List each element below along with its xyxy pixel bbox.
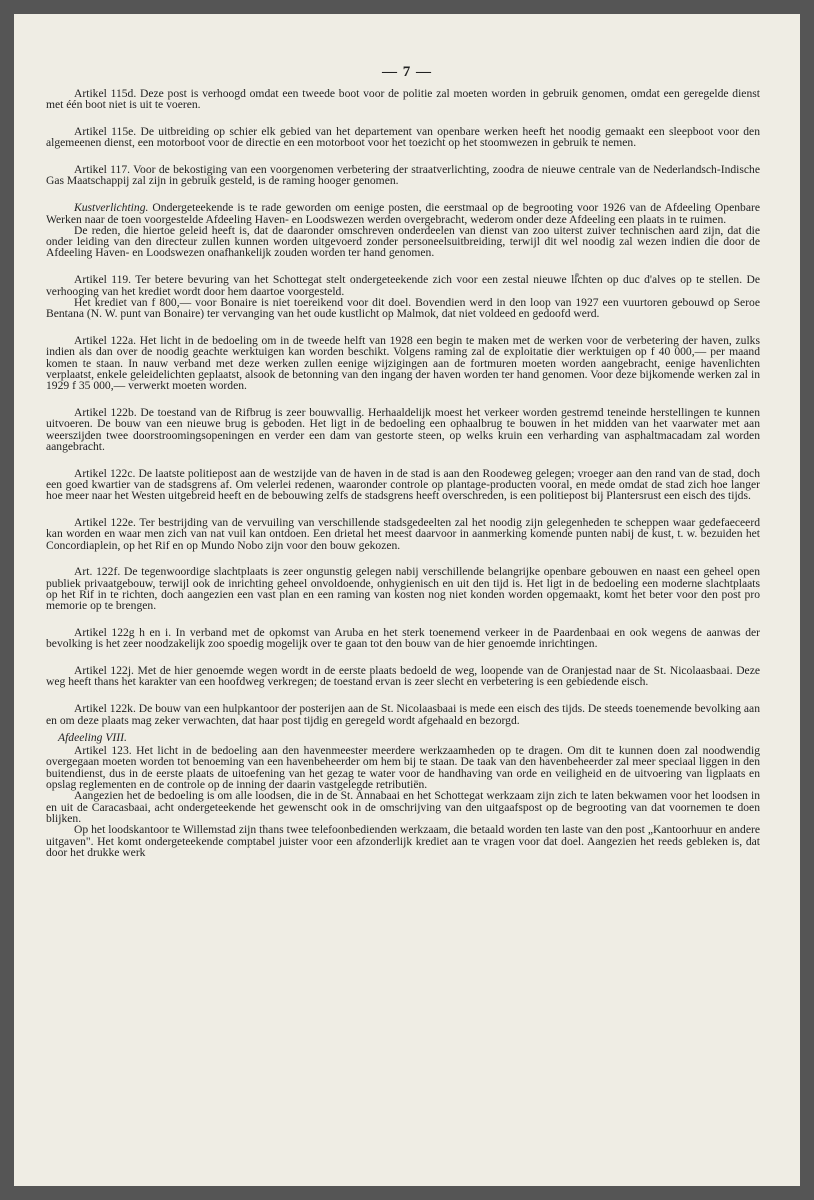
section-heading-afdeeling-viii: Afdeeling VIII.	[58, 730, 127, 744]
paragraph-kustverlichting	[46, 202, 760, 225]
document-body	[46, 88, 760, 858]
paragraph-art-117: Artikel 117. Voor de bekostiging van een voorgenomen verbetering der straatverlichting, zoodra de nieuwe centrale van de Nederlandsch-Indische Gas Maatschappij zal zijn in gebruik gesteld, is de raming hooger genomen.	[46, 163, 760, 188]
paragraph-art-122b: Artikel 122b. De toestand van de Rifbrug is zeer bouwvallig. Herhaaldelijk moest het verkeer worden gestremd teneinde herstellingen te kunnen uitvoeren. De bouw van een nieuwe brug is geboden. Het ligt in de bedoeling een ophaalbrug te bouwen in het midden van het vaarwater met aan weerszijden twee doorstroomingsopeningen en verder een dam van gestorte steen, op welks kruin een verharding van asphaltmacadam zal worden aangebracht.	[46, 405, 760, 453]
page-number: — 7 —	[382, 64, 432, 80]
paragraph-art-119-krediet: Het krediet van f 800,— voor Bonaire is niet toereikend voor dit doel. Bovendien werd in den loop van 1927 een vuurtoren gebouwd op Seroe Bentana (N. W. punt van Bonaire) ter vervanging van het oude kustlicht op Malmok, dat niet voldeed en gedoofd werd.	[46, 295, 760, 321]
paragraph-art-115e: Artikel 115e. De uitbreiding op schier elk gebied van het departement van openbare werken heeft het noodig gemaakt een sleepboot voor den algemeenen dienst, een motorboot voor de directie en een motorboot voor het toezicht op het stoomwezen in gebruik te nemen.	[46, 125, 760, 150]
paragraph-art-122ghi: Artikel 122g h en i. In verband met de opkomst van Aruba en het sterk toenemend verkeer in de Paardenbaai en ook wegens de aanwas der bevolking is het zeer noodzakelijk zoo spoedig mogelijk over te gaan tot den bouw van de hier genoemde inrichtingen.	[46, 626, 760, 651]
paragraph-art-122f: Art. 122f. De tegenwoordige slachtplaats is zeer ongunstig gelegen nabij verschillende belangrijke openbare gebouwen en naast een geheel open publiek privaatgebouw, terwijl ook de inrichting geheel onvoldoende, onhygienisch en uit den tijd is. Het ligt in de bedoeling een moderne slachtplaats op het Rif in te richten, doch aangezien een vast plan en een raming van kosten nog niet konden worden opgemaakt, komt het beter voor den post pro memorie op te brengen.	[46, 565, 760, 613]
paragraph-art-123-telefoon: Op het loodskantoor te Willemstad zijn thans twee telefoonbedienden werkzaam, die betaald worden ten laste van den post „Kantoorhuur en andere uitgaven". Het komt ondergeteekende comptabel juister voor een afzonderlijk krediet aan te vragen voor dat doel. Aangezien het reeds gebleken is, dat door het drukke werk	[46, 823, 760, 859]
paragraph-kustverlichting-text: Ondergeteekende is te rade geworden om eenige posten, die eerstmaal op de begrooting voor 1926 van de Afdeeling Openbare Werken naar de toen voorgestelde Afdeeling Haven- en Loodswezen werden overgebracht, wederom onder deze Afdeeling een plaats in te ruimen.	[46, 201, 760, 226]
document-page	[14, 14, 800, 1186]
paragraph-art-119: Artikel 119. Ter betere bevuring van het Schottegat stelt ondergeteekende zich voor een zestal nieuwe lichten op duc d'alves op te stellen. De verhooging van het krediet wordt door hem daartoe voorgesteld.	[46, 273, 760, 298]
paragraph-kustverlichting-reden: De reden, die hiertoe geleid heeft is, dat de daaronder omschreven onderdeelen van dienst van zoo uiterst zuiver technischen aard zijn, dat die onder leiding van den directeur zullen kunnen worden uitgevoerd zonder personeelsuitbreiding, terwijl dit wel noodig zal wezen indien die door de Afdeeling Haven- en Loodswezen onafhankelijk zouden worden ter hand genomen.	[46, 223, 760, 260]
paragraph-art-122c: Artikel 122c. De laatste politiepost aan de westzijde van de haven in de stad is aan den Roodeweg gelegen; vroeger aan den rand van de stad, doch een goed kwartier van de stadsgrens af. Om velerlei redenen, waaronder controle op plantage-producten vooral, en mede omdat de stad zich hoe langer hoe meer naar het Westen uitgebreid heeft en de bebouwing zelfs de stadsgrens heeft overschreden, is een politiepost bij Plantersrust een eisch des tijds.	[46, 466, 760, 503]
paragraph-art-115d: Artikel 115d. Deze post is verhoogd omdat een tweede boot voor de politie zal moeten worden in gebruik genomen, omdat een geregelde dienst met één boot niet is uit te voeren.	[46, 87, 760, 112]
section-lead-kustverlichting: Kustverlichting.	[74, 201, 149, 215]
paragraph-art-122j: Artikel 122j. Met de hier genoemde wegen wordt in de eerste plaats bedoeld de weg, loopende van de Oranjestad naar de St. Nicolaasbaai. Deze weg heeft thans het karakter van een hoofdweg verkregen; de toestand ervan is zeer slecht en verbetering is een gebiedende eisch.	[46, 664, 760, 689]
paragraph-art-122a: Artikel 122a. Het licht in de bedoeling om in de tweede helft van 1928 een begin te maken met de werken voor de verbetering der haven, zulks indien als dan over de noodig geachte werktuigen kan worden beschikt. Volgens raming zal de exploitatie dier werktuigen op f 40 000,— per maand komen te staan. In nauw verband met deze werken zullen eenige wijzigingen aan de fortmuren moeten worden aangebracht, eenige havenlichten verplaatst, enkele geleidelichten geplaatst, alsook de betonning van den ingang der haven worden ter hand genomen. Voor deze bijkomende werken zal in 1929 f 35 000,— verwerkt moeten worden.	[46, 333, 760, 393]
paragraph-art-123-loodsen: Aangezien het de bedoeling is om alle loodsen, die in de St. Annabaai en het Schottegat werkzaam zijn zich te laten bekwamen voor het loodsen in en uit de Caracasbaai, acht ondergeteekende het gewenscht ook in de omschrijving van den uitgaafspost op de begrooting van dat voornemen te doen blijken.	[46, 789, 760, 825]
paragraph-art-123: Artikel 123. Het licht in de bedoeling aan den havenmeester meerdere werkzaamheden op te dragen. Om dit te kunnen doen zal noodwendig overgegaan moeten worden tot benoeming van een havenbeheerder om hem bij te staan. De taak van den havenbeheerder zal meer speciaal liggen in den buitendienst, dus in de eerste plaats de uitoefening van het gezag te water voor de handhaving van orde en veiligheid en de uitvoering van ligplaats en opslag reglementen en de controle op de inning der daarin vastgelegde retributiën.	[46, 744, 760, 792]
paragraph-art-122e: Artikel 122e. Ter bestrijding van de vervuiling van verschillende stadsgedeelten zal het noodig zijn gelegenheden te scheppen waar gedefaeceerd kan worden en waar men zich van nat vuil kan ontdoen. Een drietal het meest daarvoor in aanmerking komende punten nabij de kust, t. w. bezuiden het Concordiaplein, op het Rif en op Mundo Nobo zijn voor den bouw gekozen.	[46, 516, 760, 552]
paragraph-art-122k: Artikel 122k. De bouw van een hulpkantoor der posterijen aan de St. Nicolaasbaai is mede een eisch des tijds. De steeds toenemende bevolking aan en om deze plaats mag zeker verwachten, dat haar post tijdig en geregeld wordt afgehaald en bezorgd.	[46, 702, 760, 727]
